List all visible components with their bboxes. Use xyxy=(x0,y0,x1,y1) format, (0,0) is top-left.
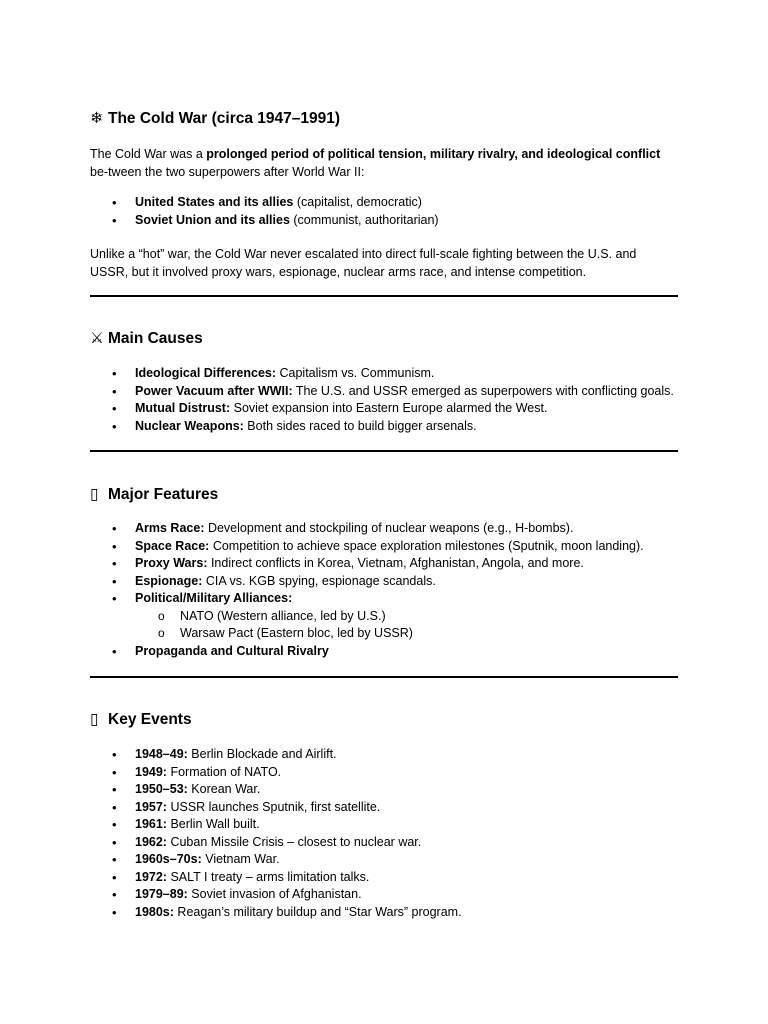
list-item xyxy=(90,643,678,661)
item-text: The U.S. and USSR emerged as superpowers with conflicting goals. xyxy=(292,383,674,398)
item-bold: Propaganda and Cultural Rivalry xyxy=(135,643,329,658)
item-bold: 1949: xyxy=(135,764,167,779)
section-heading-cold-war xyxy=(90,109,340,129)
item-text: Korean War. xyxy=(187,782,261,796)
section-heading-causes xyxy=(90,329,203,349)
list-item xyxy=(90,746,678,764)
list-item xyxy=(90,520,678,538)
sublist-item: o Warsaw Pact (Eastern bloc, led by USSR) xyxy=(90,625,678,643)
sublist-item: o NATO (Western alliance, led by U.S.) xyxy=(90,608,678,626)
list-item xyxy=(90,590,678,643)
item-text: (communist, authoritarian) xyxy=(289,212,439,227)
item-text: (capitalist, democratic) xyxy=(293,195,422,209)
item-bold: Arms Race: xyxy=(135,521,205,535)
list-item xyxy=(90,573,678,591)
list-item xyxy=(90,764,678,782)
list-item xyxy=(90,418,678,436)
item-text: Berlin Blockade and Airlift. xyxy=(187,747,337,761)
item-text: CIA vs. KGB spying, espionage scandals. xyxy=(202,573,436,588)
horizontal-rule xyxy=(90,450,678,452)
section-heading-events xyxy=(90,710,192,730)
item-text: Competition to achieve space exploration milestones (Sputnik, moon landing). xyxy=(209,538,644,553)
item-text: SALT I treaty – arms limitation talks. xyxy=(166,869,370,884)
item-bold: 1980s: xyxy=(135,904,174,919)
item-bold: 1979–89: xyxy=(135,887,188,901)
intro-prefix: The Cold War was a xyxy=(90,147,207,161)
list-item xyxy=(90,538,678,556)
item-bold: Political/Military Alliances: xyxy=(135,591,293,605)
missing-glyph-icon: ▯ xyxy=(90,711,99,728)
item-bold: 1960s–70s: xyxy=(135,852,202,866)
heading-text: The Cold War (circa 1947–1991) xyxy=(108,110,341,127)
closing-paragraph: Unlike a “hot” war, the Cold War never escalated into direct full-scale fighting between the U.S. and USSR, but it involved proxy wars, espionage, nuclear arms race, and intense competition. xyxy=(90,247,637,279)
missing-glyph-icon: ▯ xyxy=(90,486,99,503)
item-text: Soviet expansion into Eastern Europe alarmed the West. xyxy=(230,401,548,415)
horizontal-rule xyxy=(90,676,678,678)
item-text: Soviet invasion of Afghanistan. xyxy=(187,887,362,901)
list-item xyxy=(90,851,678,869)
item-bold: Soviet Union and its allies xyxy=(135,212,290,227)
intro-bold: prolonged period of political tension, military rivalry, and ideological conflict xyxy=(206,147,661,161)
item-text: Both sides raced to build bigger arsenals. xyxy=(243,418,477,433)
item-text: Formation of NATO. xyxy=(166,764,282,779)
item-bold: Ideological Differences: xyxy=(135,366,277,380)
heading-text: Major Features xyxy=(108,486,219,503)
item-bold: Nuclear Weapons: xyxy=(135,418,244,433)
alliances-sublist xyxy=(135,608,678,643)
item-bold: Espionage: xyxy=(135,573,203,588)
list-item xyxy=(90,212,678,230)
item-bold: 1957: xyxy=(135,799,167,814)
heading-text: Key Events xyxy=(108,711,192,728)
list-item xyxy=(90,886,678,904)
list-item xyxy=(90,781,678,799)
item-bold: Proxy Wars: xyxy=(135,556,208,570)
item-text: Reagan’s military buildup and “Star Wars” program. xyxy=(173,904,462,919)
list-item xyxy=(90,834,678,852)
snowflake-icon: ❄ xyxy=(90,110,103,127)
item-bold: United States and its allies xyxy=(135,195,294,209)
item-text: Berlin Wall built. xyxy=(166,817,260,831)
list-item xyxy=(90,816,678,834)
item-bold: 1948–49: xyxy=(135,747,188,761)
item-bold: 1950–53: xyxy=(135,782,188,796)
item-text: Vietnam War. xyxy=(201,852,280,866)
item-bold: 1961: xyxy=(135,817,167,831)
item-bold: Power Vacuum after WWII: xyxy=(135,383,293,398)
item-text: Indirect conflicts in Korea, Vietnam, Afghanistan, Angola, and more. xyxy=(207,556,584,570)
list-item xyxy=(90,365,678,383)
causes-list xyxy=(90,365,678,435)
list-item xyxy=(90,400,678,418)
superpowers-list xyxy=(90,194,678,229)
item-text: Development and stockpiling of nuclear weapons (e.g., H-bombs). xyxy=(204,521,574,535)
intro-paragraph xyxy=(90,146,678,181)
events-list xyxy=(90,746,678,921)
item-bold: Space Race: xyxy=(135,538,210,553)
list-item xyxy=(90,194,678,212)
intro-suffix: be-tween the two superpowers after World War II: xyxy=(90,164,365,179)
item-bold: 1962: xyxy=(135,834,167,849)
section-heading-features xyxy=(90,485,218,505)
item-bold: Mutual Distrust: xyxy=(135,401,231,415)
features-list xyxy=(90,520,678,660)
item-text: USSR launches Sputnik, first satellite. xyxy=(166,799,381,814)
list-item xyxy=(90,799,678,817)
item-bold: 1972: xyxy=(135,869,167,884)
list-item xyxy=(90,555,678,573)
item-text: Capitalism vs. Communism. xyxy=(276,366,435,380)
horizontal-rule xyxy=(90,295,678,297)
item-text: Cuban Missile Crisis – closest to nuclear war. xyxy=(166,834,422,849)
crossed-swords-icon: ⚔ xyxy=(90,330,104,347)
list-item xyxy=(90,869,678,887)
list-item xyxy=(90,383,678,401)
list-item xyxy=(90,904,678,922)
heading-text: Main Causes xyxy=(108,330,203,347)
